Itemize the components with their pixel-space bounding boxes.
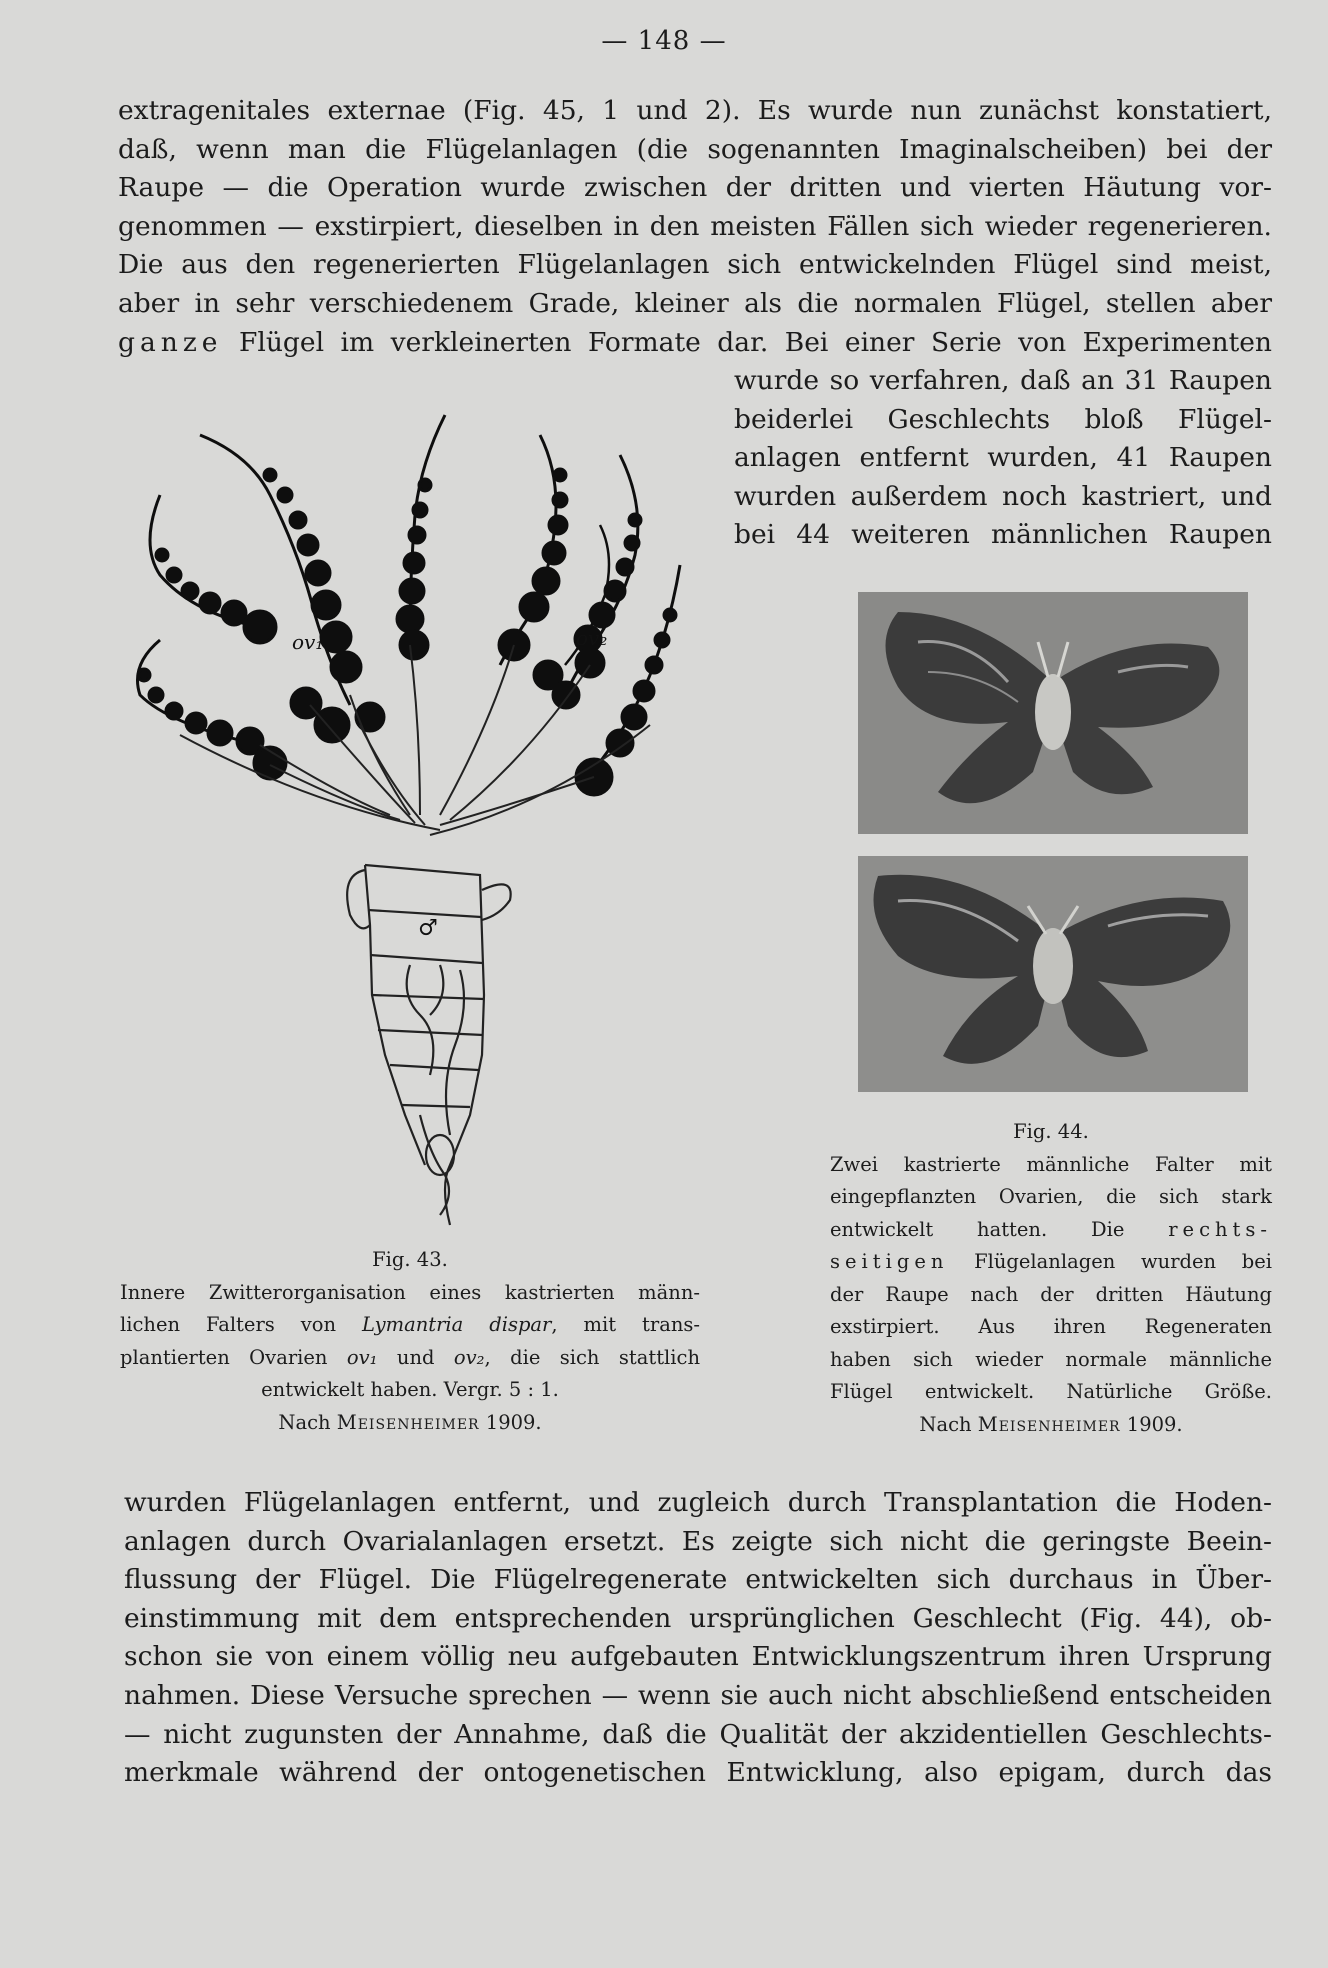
spaced-word: ganze — [118, 326, 223, 358]
caption-line — [830, 1409, 1272, 1442]
page-number: — 148 — — [601, 26, 727, 56]
text-line: wurde so verfahren, daß an 31 Raupen — [734, 365, 1272, 396]
paragraph-bottom — [124, 1484, 1272, 1793]
caption-segment: , die sich stattlich — [484, 1345, 700, 1369]
caption-segment: und — [377, 1345, 454, 1369]
text-line: beiderlei Geschlechts bloß Flügel- — [734, 403, 1272, 435]
caption-line: der Raupe nach der dritten Häutung — [830, 1282, 1272, 1306]
caption-segment: Nach — [278, 1410, 337, 1434]
text-line: wurden außerdem noch kastriert, und — [734, 480, 1272, 512]
figure-43-title: Fig. 43. — [372, 1248, 448, 1271]
text-line: aber in sehr verschiedenem Grade, kleiner als die normalen Flügel, stellen aber — [118, 287, 1272, 319]
figure-44-caption — [830, 1116, 1272, 1441]
caption-line: entwickelt haben. Vergr. 5 : 1. — [261, 1378, 559, 1401]
caption-segment: , mit trans- — [551, 1313, 700, 1336]
caption-line — [830, 1214, 1272, 1247]
text-line: Raupe — die Operation wurde zwischen der dritten und vierten Häutung vor- — [118, 172, 1272, 204]
caption-segment: Flügelanlagen wurden bei — [948, 1250, 1272, 1273]
caption-line: Zwei kastrierte männliche Falter mit — [830, 1152, 1272, 1176]
figure-43-caption — [120, 1244, 700, 1439]
text-line: extragenitales externae (Fig. 45, 1 und 2). Es wurde nun zunächst konstatiert, — [118, 95, 1272, 126]
caption-line — [120, 1407, 700, 1440]
caption-segment: 1909. — [1120, 1412, 1183, 1436]
author-name: Meisenheimer — [977, 1412, 1121, 1436]
caption-segment: Nach — [919, 1412, 978, 1436]
text-segment: Flügel im verkleinerten Formate dar. Bei einer Serie von Experimenten — [222, 326, 1272, 358]
text-line: bei 44 weiteren männlichen Raupen — [734, 519, 1272, 551]
caption-segment: lichen Falters von — [120, 1313, 362, 1336]
text-line: wurden Flügelanlagen entfernt, und zugleich durch Transplantation die Hoden- — [124, 1487, 1272, 1518]
text-line — [118, 324, 1272, 363]
figure-44-photo-top — [858, 592, 1248, 834]
species-name: Lymantria dispar — [361, 1313, 552, 1336]
figure-44-photo-bottom — [858, 856, 1248, 1092]
label-ov2: ov₂ — [576, 626, 608, 650]
author-name: Meisenheimer — [336, 1410, 480, 1434]
text-line: merkmale während der ontogenetischen Entwicklung, also epigam, durch das — [124, 1757, 1272, 1789]
caption-line: Flügel entwickelt. Natürliche Größe. — [830, 1380, 1272, 1403]
caption-line — [120, 1309, 700, 1342]
caption-line — [830, 1246, 1272, 1279]
text-line: genommen — exstirpiert, dieselben in den meisten Fällen sich wieder regenerieren. — [118, 210, 1272, 242]
text-line: schon sie von einem völlig neu aufgebauten Entwicklungszentrum ihren Ursprung — [124, 1641, 1272, 1673]
ovary-ov2 — [499, 435, 680, 795]
ovary-label: ov₁ — [346, 1345, 378, 1369]
caption-line: haben sich wieder normale männliche — [830, 1347, 1272, 1371]
caption-line: exstirpiert. Aus ihren Regeneraten — [830, 1315, 1272, 1338]
moth-top — [858, 592, 1248, 834]
text-line: nahmen. Diese Versuche sprechen — wenn sie auch nicht abschließend entscheiden — [124, 1679, 1272, 1711]
figure-44-title: Fig. 44. — [1013, 1120, 1089, 1143]
text-line: Die aus den regenerierten Flügelanlagen sich entwickelnden Flügel sind meist, — [118, 249, 1272, 281]
ovary-ov1 — [138, 415, 446, 779]
text-line: einstimmung mit dem entsprechenden ursprünglichen Geschlecht (Fig. 44), ob- — [124, 1602, 1272, 1634]
caption-line — [120, 1342, 700, 1375]
caption-segment: 1909. — [479, 1410, 542, 1434]
text-line: — nicht zugunsten der Annahme, daß die Qualität der akzidentiellen Geschlechts- — [124, 1718, 1272, 1750]
text-line: anlagen entfernt wurden, 41 Raupen — [734, 442, 1272, 474]
figure-43-illustration — [110, 395, 710, 1245]
paragraph-top — [118, 92, 1272, 362]
ovary-label: ov₂ — [453, 1345, 485, 1369]
label-male: ♂ — [418, 916, 438, 941]
caption-line: Innere Zwitterorganisation eines kastrierten männ- — [120, 1280, 700, 1304]
moth-bottom — [858, 856, 1248, 1092]
text-line: flussung der Flügel. Die Flügelregenerate entwickelten sich durchaus in Über- — [124, 1564, 1272, 1596]
spaced-word: rechts- — [1168, 1217, 1272, 1241]
spaced-word: seitigen — [830, 1250, 949, 1273]
label-ov1: ov₁ — [292, 630, 324, 654]
paragraph-right — [734, 362, 1272, 555]
text-line: daß, wenn man die Flügelanlagen (die sogenannten Imaginalscheiben) bei der — [118, 133, 1272, 165]
caption-segment: plantierten Ovarien — [120, 1345, 347, 1369]
caption-line: eingepflanzten Ovarien, die sich stark — [830, 1185, 1272, 1208]
text-line: anlagen durch Ovarialanlagen ersetzt. Es zeigte sich nicht die geringste Beein- — [124, 1525, 1272, 1557]
caption-segment: entwickelt hatten. Die — [830, 1217, 1169, 1241]
